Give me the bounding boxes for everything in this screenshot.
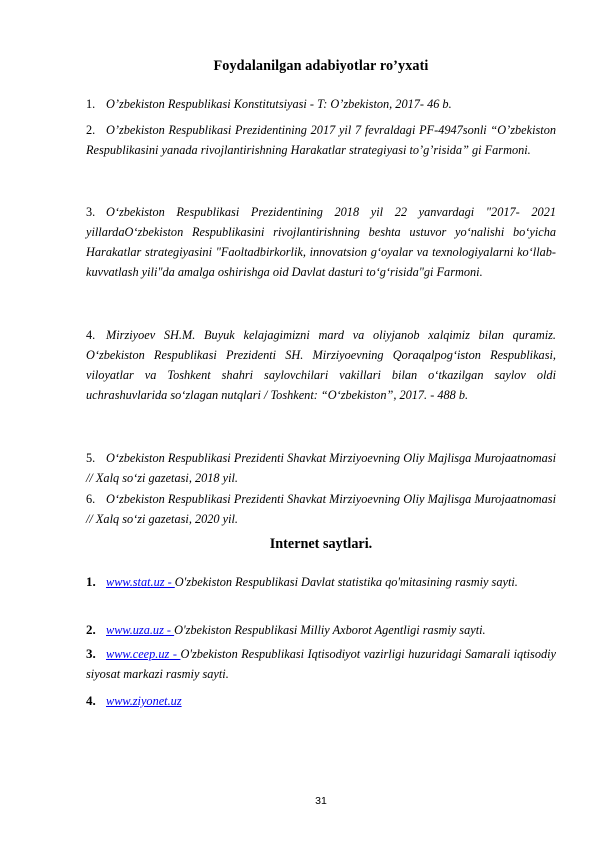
website-description: O'zbekiston Respublikasi Iqtisodiyot vazirligi huzuridagi Samarali iqtisodiy siyosat markazi rasmiy sayti.	[86, 647, 556, 681]
reference-number: 4.	[86, 328, 96, 342]
website-item	[86, 644, 556, 684]
reference-item	[86, 490, 556, 530]
website-description: O'zbekiston Respublikasi Milliy Axborot Agentligi rasmiy sayti.	[174, 623, 486, 637]
reference-item	[86, 203, 556, 283]
websites-title: Internet saytlari.	[269, 536, 373, 552]
reference-number: 2.	[86, 123, 96, 137]
website-item	[86, 620, 556, 640]
reference-item	[86, 95, 556, 115]
website-number: 4.	[86, 693, 96, 708]
reference-item	[86, 449, 556, 489]
reference-number: 1.	[86, 97, 96, 111]
reference-text: O‘zbekiston Respublikasi Prezidenti Shavkat Mirziyoevning Oliy Majlisga Murojaatnomasi // Xalq so‘zi gazetasi, 2018 yil.	[86, 451, 556, 485]
reference-text: O’zbekiston Respublikasi Konstitutsiyasi - T: O’zbekiston, 2017- 46 b.	[106, 97, 452, 111]
website-description: O'zbekiston Respublikasi Davlat statistika qo'mitasining rasmiy sayti.	[174, 575, 518, 589]
reference-number: 5.	[86, 451, 96, 465]
page-number: 31	[315, 795, 327, 807]
website-item	[86, 691, 556, 711]
reference-text: O‘zbekiston Respublikasi Prezidentining 2018 yil 22 yanvardagi "2017- 2021 yillardaO‘zbekiston Respublikasini rivojlantirishning beshta ustuvor yo‘nalishi bo‘yicha Harakatlar strategiyasini "Faoltadbirkorlik, innovatsion g‘oyalar va texnologiyalarni ko‘llab-kuvvatlash yili"da amalga oshirishga oid Davlat dasturi to‘g‘risida"gi Farmoni.	[86, 205, 556, 279]
reference-text: Mirziyoev SH.M. Buyuk kelajagimizni mard va oliyjanob xalqimiz bilan quramiz. O‘zbekiston Respublikasi Prezidenti SH. Mirziyoevning Qoraqalpog‘iston Respublikasi, viloyatlar va Toshkent shahri saylovchilari vakillari bilan o‘tkazilgan saylov oldi uchrashuvlarida so‘zlagan nutqlari / Toshkent: “O‘zbekiston”, 2017. - 488 b.	[86, 328, 556, 402]
website-number: 2.	[86, 622, 96, 637]
website-link[interactable]: www.ceep.uz -	[106, 647, 181, 661]
reference-item	[86, 121, 556, 161]
reference-number: 3.	[86, 205, 96, 219]
reference-text: O’zbekiston Respublikasi Prezidentining 2017 yil 7 fevraldagi PF-4947sonli “O’zbekiston Respublikasini yanada rivojlantirishning Harakatlar strategiyasi to’g’risida” gi Farmoni.	[86, 123, 556, 157]
website-link[interactable]: www.uza.uz -	[106, 623, 175, 637]
reference-item	[86, 326, 556, 406]
website-number: 3.	[86, 646, 96, 661]
website-link[interactable]: www.stat.uz -	[106, 575, 175, 589]
references-title: Foydalanilgan adabiyotlar ro’yxati	[213, 58, 429, 74]
website-number: 1.	[86, 574, 96, 589]
website-link[interactable]: www.ziyonet.uz	[106, 694, 182, 708]
reference-text: O‘zbekiston Respublikasi Prezidenti Shavkat Mirziyoevning Oliy Majlisga Murojaatnomasi // Xalq so‘zi gazetasi, 2020 yil.	[86, 492, 556, 526]
website-item	[86, 572, 556, 592]
reference-number: 6.	[86, 492, 96, 506]
